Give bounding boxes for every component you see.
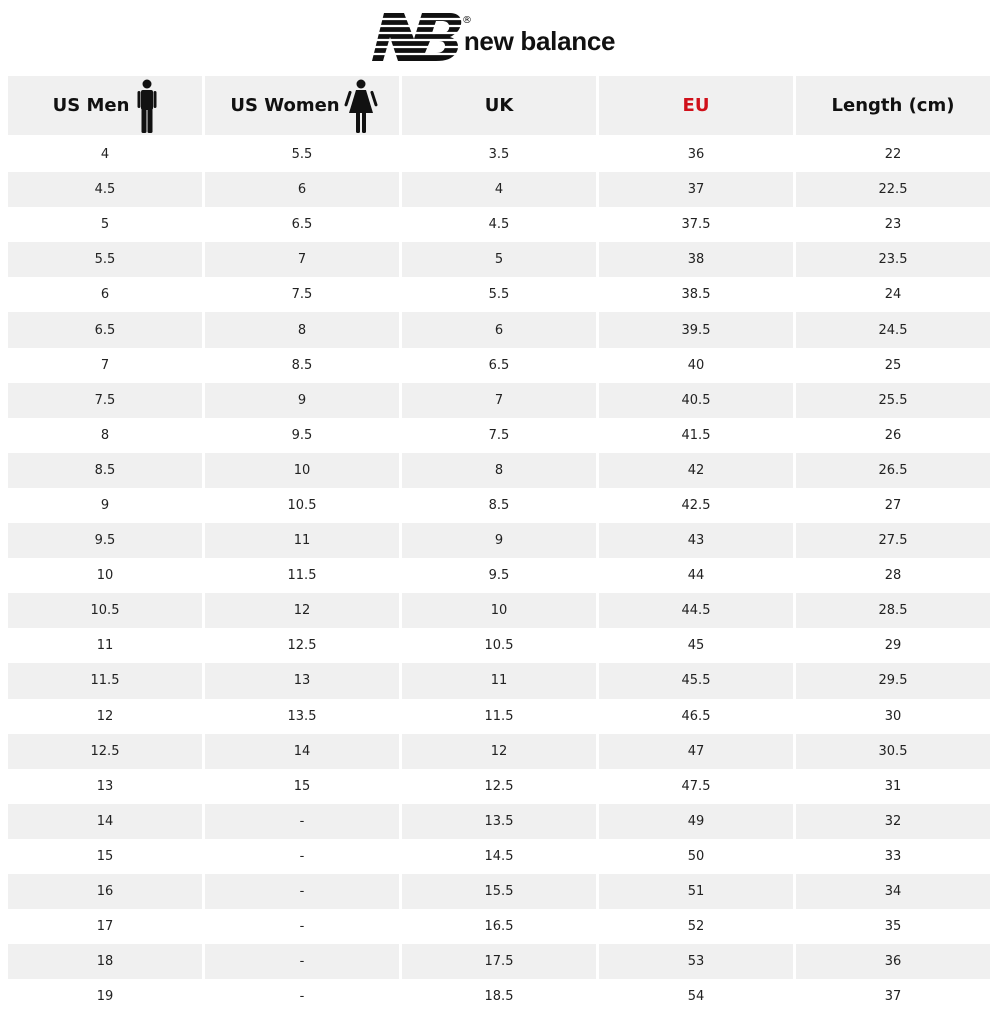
- cell-us-women: 11.5: [205, 558, 399, 593]
- cell-uk: 10: [402, 593, 596, 628]
- table-row: [8, 593, 990, 628]
- cell-eu: 47.5: [599, 769, 793, 804]
- cell-us-men: 7: [8, 348, 202, 383]
- cell-us-men: 12.5: [8, 734, 202, 769]
- cell-us-men: 7.5: [8, 383, 202, 418]
- table-row: [8, 523, 990, 558]
- cell-eu: 50: [599, 839, 793, 874]
- cell-length-cm: 36: [796, 944, 990, 979]
- cell-length-cm: 33: [796, 839, 990, 874]
- cell-us-men: 6.5: [8, 312, 202, 347]
- cell-eu: 39.5: [599, 312, 793, 347]
- cell-eu: 41.5: [599, 418, 793, 453]
- cell-uk: 16.5: [402, 909, 596, 944]
- cell-length-cm: 25: [796, 348, 990, 383]
- woman-figure-icon: [348, 79, 374, 133]
- cell-us-women: 14: [205, 734, 399, 769]
- cell-us-men: 9: [8, 488, 202, 523]
- cell-us-men: 10: [8, 558, 202, 593]
- cell-us-men: 18: [8, 944, 202, 979]
- cell-us-women: 12.5: [205, 628, 399, 663]
- cell-length-cm: 23: [796, 207, 990, 242]
- header-length-cm: Length (cm): [796, 76, 990, 137]
- cell-us-women: 8.5: [205, 348, 399, 383]
- cell-us-men: 5: [8, 207, 202, 242]
- table-row: [8, 312, 990, 347]
- cell-length-cm: 22: [796, 137, 990, 172]
- table-row: [8, 277, 990, 312]
- cell-length-cm: 27.5: [796, 523, 990, 558]
- cell-uk: 9.5: [402, 558, 596, 593]
- cell-uk: 18.5: [402, 979, 596, 1014]
- cell-uk: 6: [402, 312, 596, 347]
- table-row: [8, 628, 990, 663]
- cell-eu: 37.5: [599, 207, 793, 242]
- cell-uk: 17.5: [402, 944, 596, 979]
- cell-us-women: 8: [205, 312, 399, 347]
- cell-length-cm: 24: [796, 277, 990, 312]
- cell-uk: 8: [402, 453, 596, 488]
- header-eu: EU: [599, 76, 793, 137]
- cell-length-cm: 30: [796, 699, 990, 734]
- cell-length-cm: 34: [796, 874, 990, 909]
- cell-us-men: 13: [8, 769, 202, 804]
- table-row: [8, 383, 990, 418]
- cell-eu: 38: [599, 242, 793, 277]
- table-row: [8, 769, 990, 804]
- table-row: [8, 207, 990, 242]
- cell-uk: 4: [402, 172, 596, 207]
- cell-us-men: 4.5: [8, 172, 202, 207]
- cell-us-women: 9.5: [205, 418, 399, 453]
- cell-us-men: 10.5: [8, 593, 202, 628]
- cell-uk: 4.5: [402, 207, 596, 242]
- brand-logo: [370, 9, 615, 67]
- cell-us-women: -: [205, 909, 399, 944]
- cell-us-men: 11.5: [8, 663, 202, 698]
- cell-uk: 8.5: [402, 488, 596, 523]
- man-figure-icon: [137, 79, 157, 133]
- table-row: [8, 453, 990, 488]
- header-us-women: [205, 76, 399, 137]
- cell-us-women: 13: [205, 663, 399, 698]
- table-row: [8, 348, 990, 383]
- cell-us-men: 6: [8, 277, 202, 312]
- table-row: [8, 979, 990, 1014]
- cell-us-women: 9: [205, 383, 399, 418]
- cell-length-cm: 35: [796, 909, 990, 944]
- cell-us-women: 7.5: [205, 277, 399, 312]
- table-row: [8, 418, 990, 453]
- cell-us-men: 19: [8, 979, 202, 1014]
- header-us-men: [8, 76, 202, 137]
- table-row: [8, 909, 990, 944]
- cell-length-cm: 37: [796, 979, 990, 1014]
- cell-uk: 5.5: [402, 277, 596, 312]
- cell-us-women: 15: [205, 769, 399, 804]
- table-row: [8, 839, 990, 874]
- cell-length-cm: 25.5: [796, 383, 990, 418]
- cell-us-men: 9.5: [8, 523, 202, 558]
- cell-us-men: 15: [8, 839, 202, 874]
- cell-length-cm: 27: [796, 488, 990, 523]
- cell-length-cm: 28.5: [796, 593, 990, 628]
- cell-eu: 43: [599, 523, 793, 558]
- cell-length-cm: 28: [796, 558, 990, 593]
- header-row: [8, 76, 990, 137]
- header-uk: UK: [402, 76, 596, 137]
- cell-eu: 53: [599, 944, 793, 979]
- table-row: [8, 558, 990, 593]
- cell-uk: 3.5: [402, 137, 596, 172]
- cell-eu: 47: [599, 734, 793, 769]
- cell-eu: 40.5: [599, 383, 793, 418]
- brand-header: [0, 0, 995, 76]
- cell-eu: 38.5: [599, 277, 793, 312]
- cell-length-cm: 24.5: [796, 312, 990, 347]
- table-row: [8, 734, 990, 769]
- cell-length-cm: 29: [796, 628, 990, 663]
- cell-us-men: 8.5: [8, 453, 202, 488]
- table-row: [8, 874, 990, 909]
- cell-us-men: 17: [8, 909, 202, 944]
- table-row: [8, 804, 990, 839]
- size-rows: [8, 137, 990, 1014]
- cell-length-cm: 30.5: [796, 734, 990, 769]
- cell-us-men: 14: [8, 804, 202, 839]
- cell-eu: 52: [599, 909, 793, 944]
- cell-uk: 6.5: [402, 348, 596, 383]
- new-balance-nb-logo-icon: [370, 9, 472, 67]
- table-row: [8, 663, 990, 698]
- cell-length-cm: 22.5: [796, 172, 990, 207]
- cell-us-men: 12: [8, 699, 202, 734]
- brand-name: new balance: [463, 25, 616, 56]
- cell-eu: 54: [599, 979, 793, 1014]
- cell-eu: 45.5: [599, 663, 793, 698]
- cell-us-women: 12: [205, 593, 399, 628]
- table-row: [8, 944, 990, 979]
- cell-us-women: -: [205, 839, 399, 874]
- cell-eu: 49: [599, 804, 793, 839]
- header-label: US Men: [52, 95, 130, 116]
- cell-uk: 12: [402, 734, 596, 769]
- cell-us-women: -: [205, 979, 399, 1014]
- cell-us-women: -: [205, 944, 399, 979]
- cell-length-cm: 26.5: [796, 453, 990, 488]
- cell-uk: 10.5: [402, 628, 596, 663]
- cell-us-men: 8: [8, 418, 202, 453]
- cell-length-cm: 31: [796, 769, 990, 804]
- table-row: [8, 488, 990, 523]
- cell-eu: 44.5: [599, 593, 793, 628]
- cell-eu: 40: [599, 348, 793, 383]
- cell-eu: 51: [599, 874, 793, 909]
- cell-us-women: 13.5: [205, 699, 399, 734]
- cell-us-women: 5.5: [205, 137, 399, 172]
- cell-us-women: 10: [205, 453, 399, 488]
- size-chart-table: [5, 76, 993, 1014]
- cell-us-women: 6.5: [205, 207, 399, 242]
- cell-us-men: 5.5: [8, 242, 202, 277]
- cell-uk: 12.5: [402, 769, 596, 804]
- cell-us-women: -: [205, 874, 399, 909]
- cell-uk: 14.5: [402, 839, 596, 874]
- cell-uk: 9: [402, 523, 596, 558]
- cell-eu: 37: [599, 172, 793, 207]
- cell-length-cm: 23.5: [796, 242, 990, 277]
- cell-eu: 44: [599, 558, 793, 593]
- header-label: US Women: [230, 95, 340, 116]
- cell-us-men: 4: [8, 137, 202, 172]
- cell-us-women: 7: [205, 242, 399, 277]
- cell-us-men: 16: [8, 874, 202, 909]
- cell-eu: 46.5: [599, 699, 793, 734]
- cell-eu: 42: [599, 453, 793, 488]
- registered-mark: ®: [461, 15, 472, 26]
- cell-length-cm: 32: [796, 804, 990, 839]
- cell-uk: 5: [402, 242, 596, 277]
- cell-uk: 13.5: [402, 804, 596, 839]
- table-row: [8, 699, 990, 734]
- cell-us-women: 10.5: [205, 488, 399, 523]
- table-row: [8, 172, 990, 207]
- cell-uk: 15.5: [402, 874, 596, 909]
- cell-uk: 11.5: [402, 699, 596, 734]
- cell-us-women: 11: [205, 523, 399, 558]
- cell-uk: 7: [402, 383, 596, 418]
- cell-length-cm: 29.5: [796, 663, 990, 698]
- cell-uk: 11: [402, 663, 596, 698]
- cell-eu: 36: [599, 137, 793, 172]
- cell-us-women: 6: [205, 172, 399, 207]
- cell-us-men: 11: [8, 628, 202, 663]
- cell-eu: 42.5: [599, 488, 793, 523]
- cell-length-cm: 26: [796, 418, 990, 453]
- table-row: [8, 242, 990, 277]
- table-row: [8, 137, 990, 172]
- cell-uk: 7.5: [402, 418, 596, 453]
- cell-eu: 45: [599, 628, 793, 663]
- cell-us-women: -: [205, 804, 399, 839]
